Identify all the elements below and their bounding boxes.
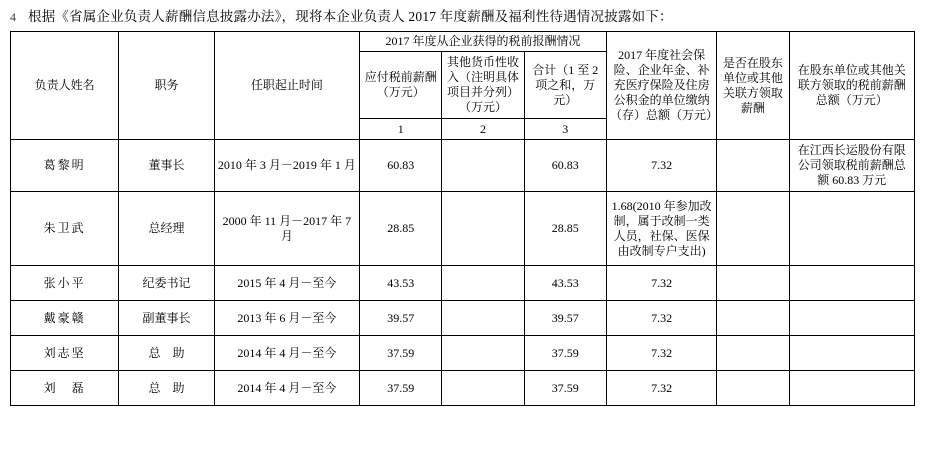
table-row (11, 371, 915, 406)
cell-name: 刘志坚 (11, 336, 119, 371)
cell-tenure: 2015 年 4 月－至今 (214, 266, 359, 301)
header-other-income: 其他货币性收入（注明具体项目并分列）（万元） (442, 52, 524, 119)
cell-name: 张小平 (11, 266, 119, 301)
cell-shareholder-pay (717, 301, 789, 336)
table-row (11, 266, 915, 301)
table-header-row-1 (11, 32, 915, 52)
table-row (11, 140, 915, 192)
cell-position: 总经理 (119, 192, 214, 266)
cell-related-party-total (789, 336, 914, 371)
cell-position: 总 助 (119, 371, 214, 406)
cell-other-income (442, 192, 524, 266)
cell-total: 60.83 (524, 140, 606, 192)
header-tenure: 任职起止时间 (214, 32, 359, 140)
header-name: 负责人姓名 (11, 32, 119, 140)
cell-shareholder-pay (717, 336, 789, 371)
cell-tenure: 2010 年 3 月－2019 年 1 月 (214, 140, 359, 192)
cell-position: 董事长 (119, 140, 214, 192)
table-row (11, 301, 915, 336)
cell-social-insurance: 7.32 (606, 140, 716, 192)
cell-shareholder-pay (717, 192, 789, 266)
cell-name: 朱卫武 (11, 192, 119, 266)
cell-related-party-total: 在江西长运股份有限公司领取税前薪酬总额 60.83 万元 (789, 140, 914, 192)
cell-other-income (442, 371, 524, 406)
cell-name: 葛黎明 (11, 140, 119, 192)
cell-shareholder-pay (717, 371, 789, 406)
header-col-number-1: 1 (360, 119, 442, 140)
cell-pretax-salary: 43.53 (360, 266, 442, 301)
cell-related-party-total (789, 371, 914, 406)
cell-tenure: 2013 年 6 月－至今 (214, 301, 359, 336)
header-pretax-salary: 应付税前薪酬（万元） (360, 52, 442, 119)
cell-related-party-total (789, 266, 914, 301)
cell-total: 37.59 (524, 336, 606, 371)
cell-other-income (442, 266, 524, 301)
cell-position: 纪委书记 (119, 266, 214, 301)
header-col-number-3: 3 (524, 119, 606, 140)
table-row (11, 336, 915, 371)
intro-marker: 4 (10, 10, 16, 24)
cell-other-income (442, 140, 524, 192)
cell-position: 副董事长 (119, 301, 214, 336)
cell-social-insurance: 7.32 (606, 371, 716, 406)
table-row (11, 192, 915, 266)
cell-total: 43.53 (524, 266, 606, 301)
cell-tenure: 2014 年 4 月－至今 (214, 336, 359, 371)
cell-pretax-salary: 39.57 (360, 301, 442, 336)
intro-text: 根据《省属企业负责人薪酬信息披露办法》，现将本企业负责人 2017 年度薪酬及福利性待遇情况披露如下： (28, 9, 673, 24)
cell-pretax-salary: 37.59 (360, 371, 442, 406)
cell-related-party-total (789, 301, 914, 336)
cell-social-insurance: 7.32 (606, 266, 716, 301)
cell-pretax-salary: 37.59 (360, 336, 442, 371)
header-income-group: 2017 年度从企业获得的税前报酬情况 (360, 32, 607, 52)
cell-tenure: 2014 年 4 月－至今 (214, 371, 359, 406)
cell-position: 总 助 (119, 336, 214, 371)
cell-other-income (442, 301, 524, 336)
intro-paragraph (10, 8, 917, 25)
header-shareholder-pay: 是否在股东单位或其他关联方领取薪酬 (717, 32, 789, 140)
cell-shareholder-pay (717, 140, 789, 192)
cell-name: 刘 磊 (11, 371, 119, 406)
cell-social-insurance: 7.32 (606, 301, 716, 336)
header-social-insurance: 2017 年度社会保险、企业年金、补充医疗保险及住房公积金的单位缴纳（存）总额（万元） (606, 32, 716, 140)
cell-related-party-total (789, 192, 914, 266)
cell-shareholder-pay (717, 266, 789, 301)
cell-total: 39.57 (524, 301, 606, 336)
salary-disclosure-table (10, 31, 915, 406)
cell-social-insurance: 1.68(2010 年参加改制，属于改制一类人员，社保、医保由改制专户支出) (606, 192, 716, 266)
header-col-number-2: 2 (442, 119, 524, 140)
cell-tenure: 2000 年 11 月－2017 年 7 月 (214, 192, 359, 266)
header-total: 合计（1 至 2 项之和，万元） (524, 52, 606, 119)
header-related-party-total: 在股东单位或其他关联方领取的税前薪酬总额（万元） (789, 32, 914, 140)
cell-total: 37.59 (524, 371, 606, 406)
cell-name: 戴豪赣 (11, 301, 119, 336)
cell-other-income (442, 336, 524, 371)
cell-social-insurance: 7.32 (606, 336, 716, 371)
cell-total: 28.85 (524, 192, 606, 266)
cell-pretax-salary: 28.85 (360, 192, 442, 266)
header-position: 职务 (119, 32, 214, 140)
cell-pretax-salary: 60.83 (360, 140, 442, 192)
